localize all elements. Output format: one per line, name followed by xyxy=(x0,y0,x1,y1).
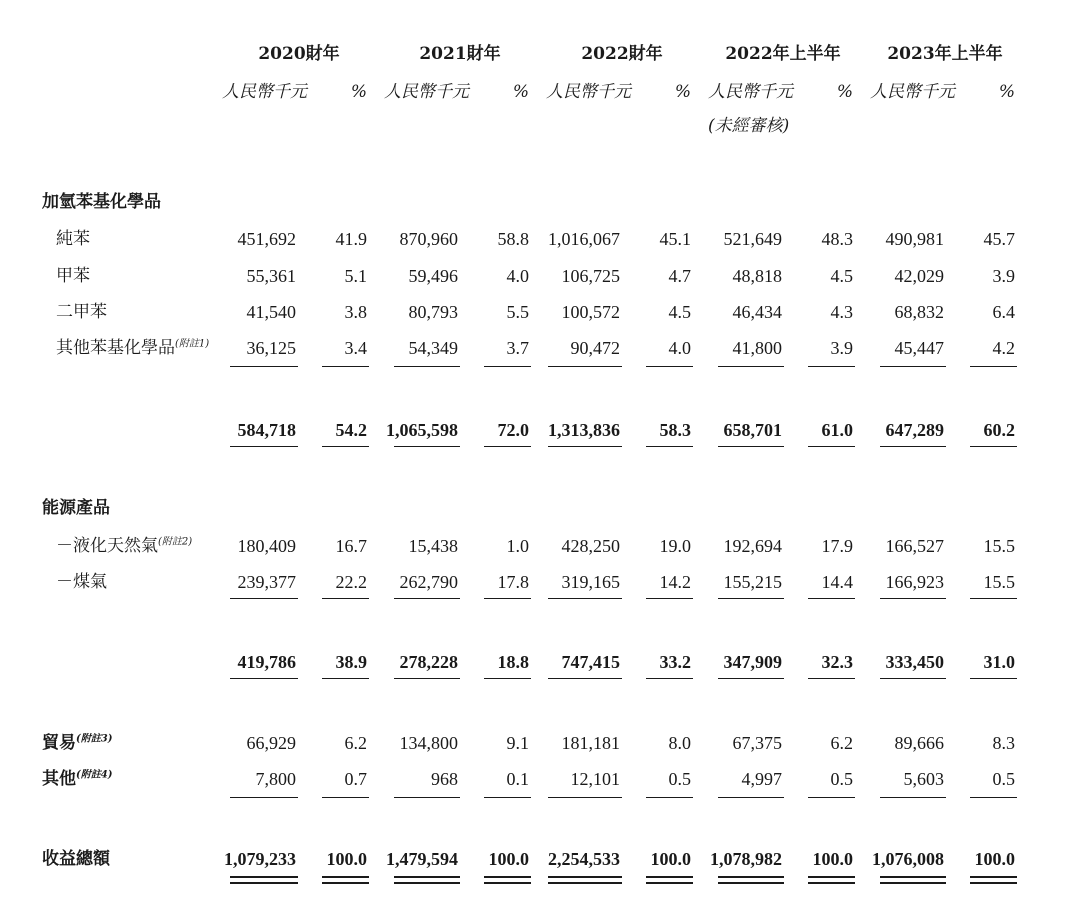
value-cell: 0.5 xyxy=(668,769,691,789)
currency-unit: 人民幣千元 xyxy=(222,82,307,102)
period-header: 2022財年 xyxy=(581,44,663,64)
value-cell: 106,725 xyxy=(561,266,620,286)
value-cell: 4.7 xyxy=(668,266,691,286)
underline xyxy=(880,678,946,679)
total-label: 收益總額 xyxy=(42,849,110,869)
period-header: 2023年上半年 xyxy=(887,44,1003,64)
row-label xyxy=(42,733,112,753)
subtotal-cell: 33.2 xyxy=(659,652,691,672)
value-cell: 0.1 xyxy=(506,769,529,789)
value-cell: 6.2 xyxy=(830,733,853,753)
underline xyxy=(484,797,531,798)
underline xyxy=(322,366,369,367)
value-cell: 155,215 xyxy=(723,572,782,592)
value-cell: 262,790 xyxy=(399,572,458,592)
underline xyxy=(394,678,460,679)
row-label xyxy=(56,536,192,556)
underline xyxy=(970,366,1017,367)
value-cell: 67,375 xyxy=(732,733,782,753)
underline xyxy=(322,678,369,679)
subtotal-cell: 278,228 xyxy=(399,652,458,672)
value-cell: 68,832 xyxy=(894,302,944,322)
underline xyxy=(880,366,946,367)
underline xyxy=(808,366,855,367)
underline xyxy=(230,366,298,367)
underline xyxy=(718,366,784,367)
subtotal-cell: 1,065,598 xyxy=(386,420,458,440)
underline xyxy=(230,446,298,447)
value-cell: 192,694 xyxy=(723,536,782,556)
value-cell: 36,125 xyxy=(246,338,296,358)
value-cell: 1.0 xyxy=(506,536,529,556)
row-label xyxy=(42,769,112,789)
underline xyxy=(970,446,1017,447)
value-cell: 16.7 xyxy=(335,536,367,556)
value-cell: 3.9 xyxy=(992,266,1015,286)
underline xyxy=(230,797,298,798)
double-underline xyxy=(718,876,784,884)
value-cell: 4,997 xyxy=(741,769,782,789)
value-cell: 45,447 xyxy=(894,338,944,358)
subtotal-cell: 38.9 xyxy=(335,652,367,672)
underline xyxy=(394,446,460,447)
total-cell: 100.0 xyxy=(488,849,529,869)
double-underline xyxy=(548,876,622,884)
value-cell: 4.5 xyxy=(668,302,691,322)
underline xyxy=(880,598,946,599)
underline xyxy=(548,366,622,367)
subtotal-cell: 18.8 xyxy=(497,652,529,672)
value-cell: 58.8 xyxy=(497,229,529,249)
period-header: 2020財年 xyxy=(258,44,340,64)
footnote-ref: (附註4) xyxy=(76,769,113,781)
value-cell: 41,540 xyxy=(246,302,296,322)
row-label-text: －液化天然氣 xyxy=(56,536,158,556)
value-cell: 66,929 xyxy=(246,733,296,753)
footnote-ref: (附註2) xyxy=(158,536,193,548)
underline xyxy=(646,678,693,679)
value-cell: 3.9 xyxy=(830,338,853,358)
row-label-text: 純苯 xyxy=(56,229,90,249)
value-cell: 490,981 xyxy=(885,229,944,249)
underline xyxy=(548,797,622,798)
currency-unit: 人民幣千元 xyxy=(708,82,793,102)
subtotal-cell: 60.2 xyxy=(983,420,1015,440)
value-cell: 3.4 xyxy=(344,338,367,358)
subtotal-cell: 61.0 xyxy=(821,420,853,440)
double-underline xyxy=(230,876,298,884)
value-cell: 15.5 xyxy=(983,536,1015,556)
double-underline xyxy=(646,876,693,884)
row-label-text: 其他苯基化學品 xyxy=(56,338,175,358)
value-cell: 8.0 xyxy=(668,733,691,753)
underline xyxy=(394,598,460,599)
value-cell: 4.0 xyxy=(506,266,529,286)
value-cell: 0.7 xyxy=(344,769,367,789)
value-cell: 41.9 xyxy=(335,229,367,249)
underline xyxy=(646,366,693,367)
double-underline xyxy=(970,876,1017,884)
underline xyxy=(548,678,622,679)
value-cell: 46,434 xyxy=(732,302,782,322)
section-title: 能源產品 xyxy=(42,498,110,518)
section-title: 加氫苯基化學品 xyxy=(42,192,161,212)
row-label xyxy=(56,572,107,592)
value-cell: 180,409 xyxy=(237,536,296,556)
value-cell: 5,603 xyxy=(903,769,944,789)
underline xyxy=(484,678,531,679)
underline xyxy=(548,598,622,599)
underline xyxy=(394,797,460,798)
value-cell: 45.1 xyxy=(659,229,691,249)
value-cell: 166,527 xyxy=(885,536,944,556)
underline xyxy=(484,598,531,599)
value-cell: 239,377 xyxy=(237,572,296,592)
underline xyxy=(808,678,855,679)
subtotal-cell: 32.3 xyxy=(821,652,853,672)
underline xyxy=(394,366,460,367)
underline xyxy=(718,797,784,798)
subtotal-cell: 1,313,836 xyxy=(548,420,620,440)
row-label xyxy=(56,302,107,322)
value-cell: 0.5 xyxy=(830,769,853,789)
subtotal-cell: 419,786 xyxy=(237,652,296,672)
value-cell: 89,666 xyxy=(894,733,944,753)
underline xyxy=(646,797,693,798)
total-cell: 1,076,008 xyxy=(872,849,944,869)
currency-unit: 人民幣千元 xyxy=(870,82,955,102)
value-cell: 7,800 xyxy=(255,769,296,789)
period-header: 2022年上半年 xyxy=(725,44,841,64)
percent-unit: % xyxy=(512,82,529,102)
percent-unit: % xyxy=(836,82,853,102)
percent-unit: % xyxy=(998,82,1015,102)
percent-unit: % xyxy=(350,82,367,102)
value-cell: 54,349 xyxy=(408,338,458,358)
value-cell: 319,165 xyxy=(561,572,620,592)
value-cell: 9.1 xyxy=(506,733,529,753)
value-cell: 6.4 xyxy=(992,302,1015,322)
subtotal-cell: 647,289 xyxy=(885,420,944,440)
value-cell: 968 xyxy=(431,769,458,789)
underline xyxy=(808,446,855,447)
value-cell: 4.3 xyxy=(830,302,853,322)
row-label-text: 二甲苯 xyxy=(56,302,107,322)
value-cell: 42,029 xyxy=(894,266,944,286)
underline xyxy=(322,797,369,798)
subtotal-cell: 747,415 xyxy=(561,652,620,672)
underline xyxy=(322,598,369,599)
value-cell: 48.3 xyxy=(821,229,853,249)
double-underline xyxy=(394,876,460,884)
subtotal-cell: 31.0 xyxy=(983,652,1015,672)
double-underline xyxy=(880,876,946,884)
value-cell: 4.5 xyxy=(830,266,853,286)
footnote-ref: (附註3) xyxy=(76,733,113,745)
row-label-text: 貿易 xyxy=(42,733,76,753)
underline xyxy=(646,598,693,599)
total-cell: 100.0 xyxy=(812,849,853,869)
unaudited-note: (未經審核) xyxy=(708,116,790,136)
percent-unit: % xyxy=(674,82,691,102)
value-cell: 6.2 xyxy=(344,733,367,753)
underline xyxy=(548,446,622,447)
underline xyxy=(808,598,855,599)
value-cell: 59,496 xyxy=(408,266,458,286)
underline xyxy=(484,366,531,367)
footnote-ref: (附註1) xyxy=(175,338,210,350)
row-label xyxy=(56,229,90,249)
underline xyxy=(880,446,946,447)
currency-unit: 人民幣千元 xyxy=(546,82,631,102)
subtotal-cell: 54.2 xyxy=(335,420,367,440)
value-cell: 19.0 xyxy=(659,536,691,556)
value-cell: 17.9 xyxy=(821,536,853,556)
value-cell: 90,472 xyxy=(570,338,620,358)
underline xyxy=(970,678,1017,679)
underline xyxy=(230,598,298,599)
value-cell: 45.7 xyxy=(983,229,1015,249)
value-cell: 521,649 xyxy=(723,229,782,249)
value-cell: 134,800 xyxy=(399,733,458,753)
underline xyxy=(230,678,298,679)
value-cell: 3.8 xyxy=(344,302,367,322)
total-cell: 2,254,533 xyxy=(548,849,620,869)
value-cell: 41,800 xyxy=(732,338,782,358)
row-label-text: 甲苯 xyxy=(56,266,90,286)
value-cell: 14.4 xyxy=(821,572,853,592)
value-cell: 12,101 xyxy=(570,769,620,789)
value-cell: 100,572 xyxy=(561,302,620,322)
underline xyxy=(970,797,1017,798)
double-underline xyxy=(322,876,369,884)
value-cell: 181,181 xyxy=(561,733,620,753)
subtotal-cell: 333,450 xyxy=(885,652,944,672)
value-cell: 15,438 xyxy=(408,536,458,556)
value-cell: 80,793 xyxy=(408,302,458,322)
value-cell: 14.2 xyxy=(659,572,691,592)
underline xyxy=(484,446,531,447)
total-cell: 100.0 xyxy=(326,849,367,869)
value-cell: 1,016,067 xyxy=(548,229,620,249)
currency-unit: 人民幣千元 xyxy=(384,82,469,102)
double-underline xyxy=(808,876,855,884)
value-cell: 3.7 xyxy=(506,338,529,358)
subtotal-cell: 584,718 xyxy=(237,420,296,440)
value-cell: 5.1 xyxy=(344,266,367,286)
value-cell: 166,923 xyxy=(885,572,944,592)
period-header: 2021財年 xyxy=(419,44,501,64)
underline xyxy=(718,446,784,447)
value-cell: 17.8 xyxy=(497,572,529,592)
total-cell: 1,078,982 xyxy=(710,849,782,869)
row-label-text: －煤氣 xyxy=(56,572,107,592)
subtotal-cell: 72.0 xyxy=(497,420,529,440)
total-cell: 1,079,233 xyxy=(224,849,296,869)
underline xyxy=(322,446,369,447)
value-cell: 55,361 xyxy=(246,266,296,286)
row-label xyxy=(56,266,90,286)
value-cell: 4.2 xyxy=(992,338,1015,358)
value-cell: 15.5 xyxy=(983,572,1015,592)
value-cell: 8.3 xyxy=(992,733,1015,753)
value-cell: 451,692 xyxy=(237,229,296,249)
total-cell: 1,479,594 xyxy=(386,849,458,869)
subtotal-cell: 347,909 xyxy=(723,652,782,672)
underline xyxy=(880,797,946,798)
double-underline xyxy=(484,876,531,884)
underline xyxy=(718,678,784,679)
subtotal-cell: 58.3 xyxy=(659,420,691,440)
underline xyxy=(808,797,855,798)
subtotal-cell: 658,701 xyxy=(723,420,782,440)
row-label-text: 其他 xyxy=(42,769,76,789)
underline xyxy=(970,598,1017,599)
underline xyxy=(646,446,693,447)
value-cell: 5.5 xyxy=(506,302,529,322)
value-cell: 22.2 xyxy=(335,572,367,592)
value-cell: 870,960 xyxy=(399,229,458,249)
total-cell: 100.0 xyxy=(650,849,691,869)
value-cell: 428,250 xyxy=(561,536,620,556)
value-cell: 4.0 xyxy=(668,338,691,358)
underline xyxy=(718,598,784,599)
value-cell: 0.5 xyxy=(992,769,1015,789)
total-cell: 100.0 xyxy=(974,849,1015,869)
value-cell: 48,818 xyxy=(732,266,782,286)
